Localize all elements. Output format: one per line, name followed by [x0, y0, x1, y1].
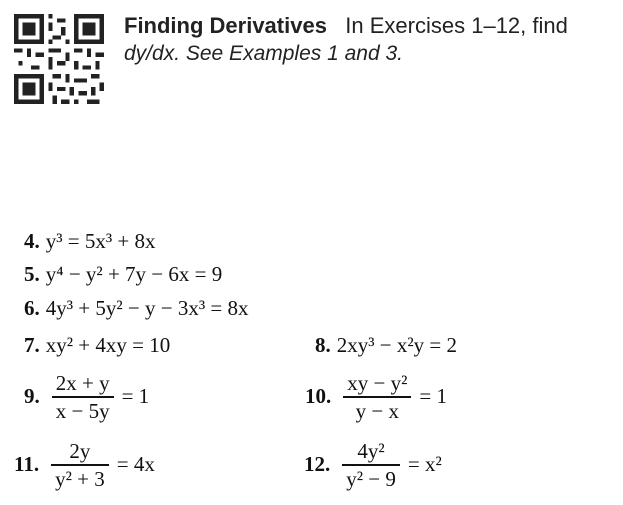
exercise-7: [24, 333, 170, 357]
section-header: [124, 12, 568, 67]
denominator: y² + 3: [55, 466, 105, 491]
right-hand-side: = 1: [121, 384, 150, 409]
exercise-number: 8.: [315, 333, 331, 357]
exercise-number: 5.: [24, 262, 40, 286]
exercise-number: 9.: [24, 384, 40, 409]
right-hand-side: = 1: [419, 384, 447, 409]
section-title: Finding Derivatives: [124, 13, 327, 38]
exercise-number: 7.: [24, 333, 40, 357]
exercise-12: [304, 440, 442, 490]
fraction: [52, 372, 114, 422]
numerator: xy − y²: [347, 371, 408, 395]
fraction: [51, 440, 109, 490]
exercise-number: 6.: [24, 296, 40, 320]
exercise-number: 11.: [14, 452, 40, 477]
right-hand-side: = 4x: [116, 452, 155, 477]
denominator: y² − 9: [346, 466, 396, 491]
exercise-9: [24, 372, 149, 422]
denominator: y − x: [355, 398, 399, 423]
right-hand-side: = x²: [407, 452, 442, 477]
fraction: [343, 372, 411, 422]
exercise-number: 4.: [24, 229, 40, 253]
fraction: [342, 440, 400, 490]
exercise-4: [24, 229, 156, 253]
equation: 2xy³ − x²y = 2: [336, 333, 458, 357]
header-line-1: [124, 12, 568, 40]
instruction-text: In Exercises 1–12, find: [345, 13, 568, 38]
equation: y³ = 5x³ + 8x: [45, 229, 156, 253]
denominator: x − 5y: [55, 398, 110, 423]
exercise-5: [24, 262, 222, 286]
exercise-10: [305, 372, 447, 422]
numerator: 2x + y: [55, 371, 110, 395]
equation: y⁴ − y² + 7y − 6x = 9: [45, 262, 223, 286]
numerator: 4y²: [357, 439, 385, 463]
exercise-number: 12.: [304, 452, 331, 477]
numerator: 2y: [69, 439, 91, 463]
equation: xy² + 4xy = 10: [45, 333, 171, 357]
equation: 4y³ + 5y² − y − 3x³ = 8x: [45, 296, 249, 320]
exercise-number: 10.: [305, 384, 332, 409]
exercise-11: [14, 440, 155, 490]
instruction-line-2: dy/dx. See Examples 1 and 3.: [124, 42, 403, 65]
exercise-6: [24, 296, 249, 320]
qr-code-icon: [14, 14, 104, 104]
exercise-8: [315, 333, 457, 357]
